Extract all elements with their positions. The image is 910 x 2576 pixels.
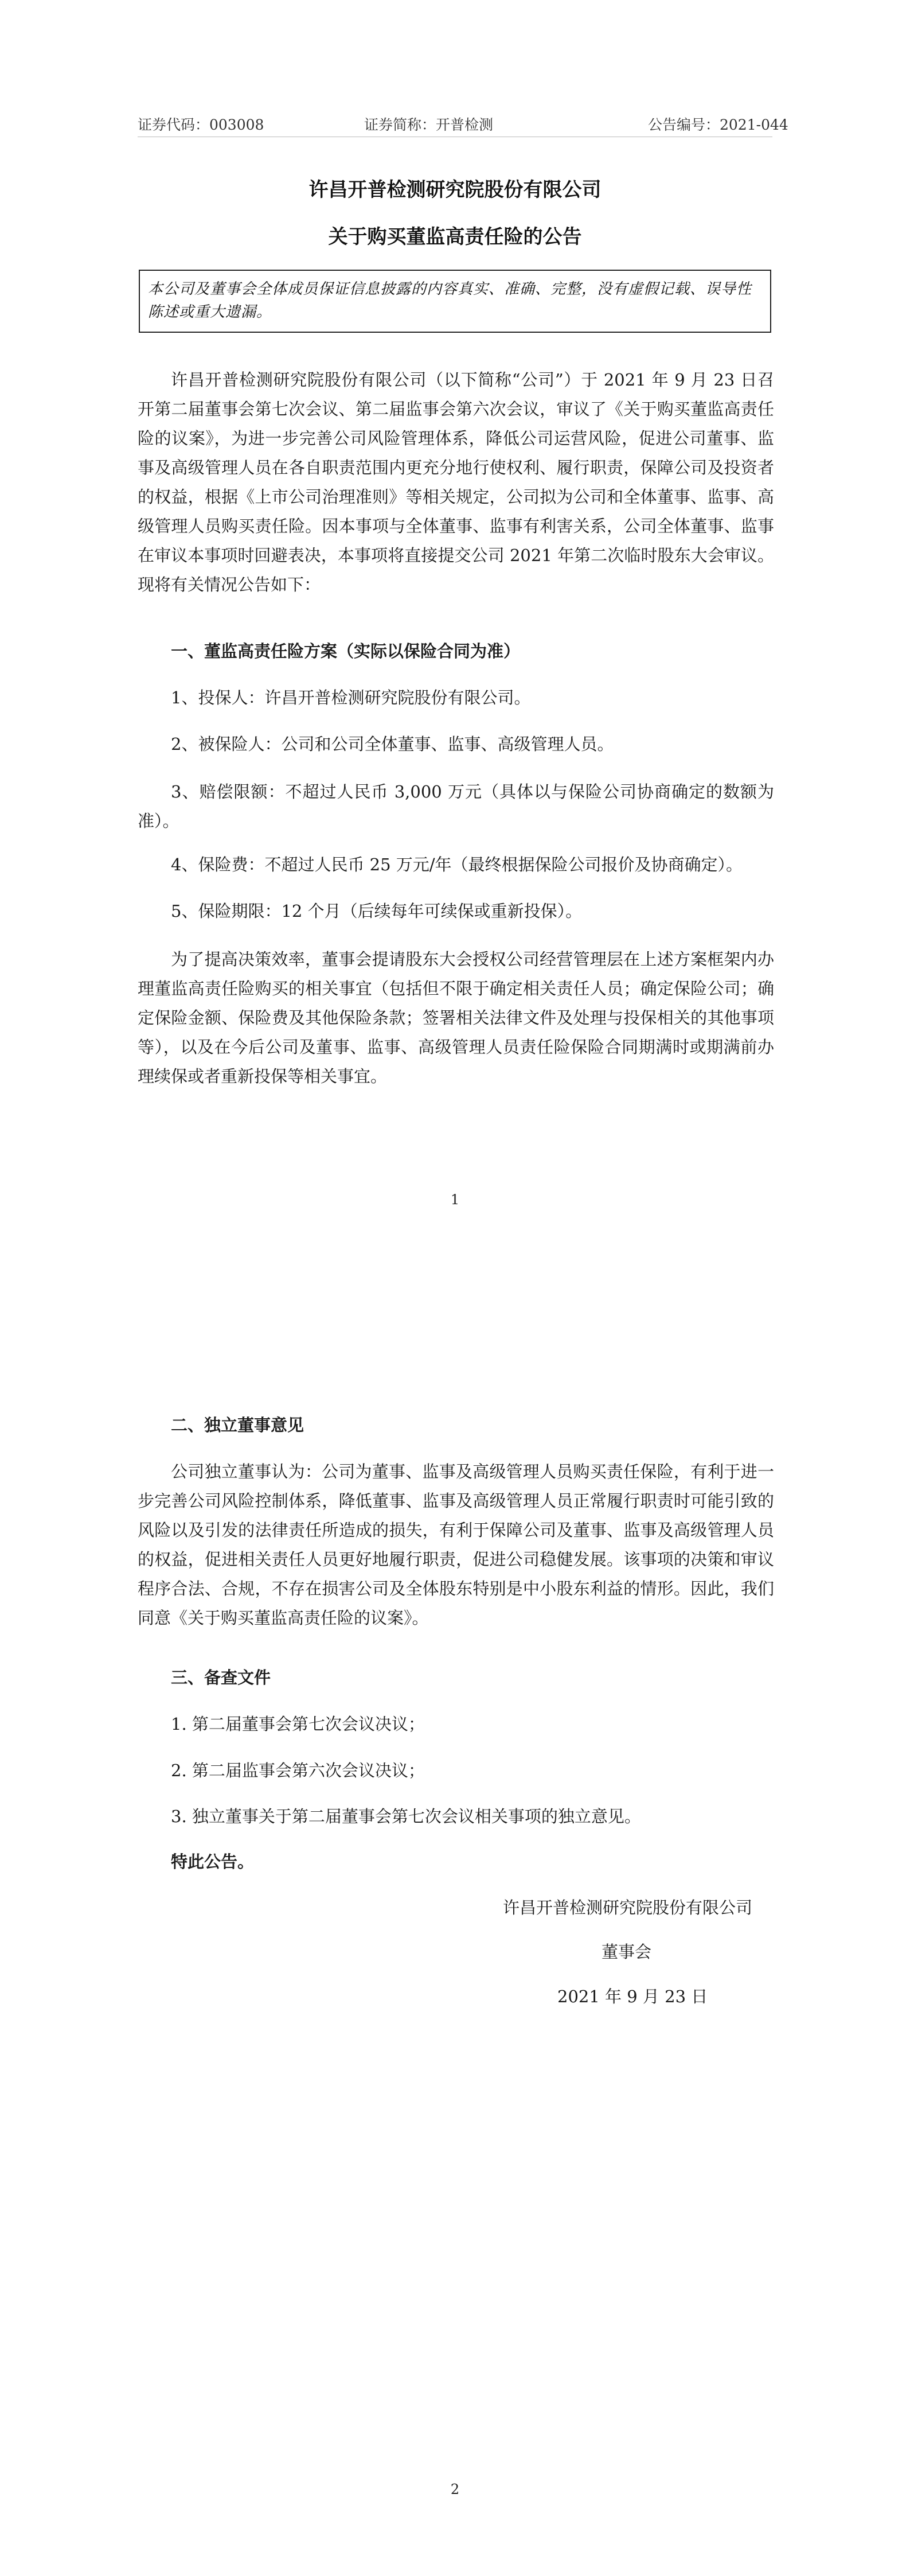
- list-item: 2、被保险人：公司和公司全体董事、监事、高级管理人员。: [171, 734, 614, 754]
- section1-heading: 一、董监高责任险方案（实际以保险合同为准）: [171, 641, 521, 661]
- intro-paragraph: 许昌开普检测研究院股份有限公司（以下简称“公司”）于 2021 年 9 月 23 日召开第二届董事会第七次会议、第二届监事会第六次会议，审议了《关于购买董监高责任险的议案》，为进一步完善公司风险管理体系，降低公司运营风险，促进公司董事、监事及高级管理人员在各自职责范围内更充分地行使权利、履行职责，保障公司及投资者的权益，根据《上市公司治理准则》等相关规定，公司拟为公司和全体董事、监事、高级管理人员购买责任险。因本事项与全体董事、监事有利害关系，公司全体董事、监事在审议本事项时回避表决，本事项将直接提交公司 2021 年第二次临时股东大会审议。现将有关情况公告如下：: [138, 370, 774, 594]
- document-header: [138, 114, 788, 137]
- list-item: 1. 第二届董事会第七次会议决议；: [171, 1714, 425, 1734]
- company-title: 许昌开普检测研究院股份有限公司: [308, 178, 602, 201]
- announcement-title: 关于购买董监高责任险的公告: [328, 225, 582, 248]
- list-item: 5、保险期限：12 个月（后续每年可续保或重新投保）。: [171, 901, 583, 921]
- section3-heading: 三、备查文件: [171, 1668, 271, 1687]
- stock-code: 证券代码：003008: [138, 116, 264, 133]
- signature-date: 2021 年 9 月 23 日: [557, 1987, 708, 2006]
- stock-short-name: 证券简称：开普检测: [364, 116, 494, 133]
- list-item: 4、保险费：不超过人民币 25 万元/年（最终根据保险公司报价及协商确定）。: [171, 855, 743, 874]
- list-item: 2. 第二届监事会第六次会议决议；: [171, 1761, 425, 1780]
- list-item: 1、投保人：许昌开普检测研究院股份有限公司。: [171, 688, 531, 707]
- signature-board: 董事会: [602, 1942, 652, 1962]
- section2-heading: 二、独立董事意见: [171, 1415, 304, 1435]
- announcement-number: 公告编号：2021-044: [648, 116, 788, 133]
- document-page-2: [0, 1288, 910, 2576]
- signature-company: 许昌开普检测研究院股份有限公司: [503, 1898, 753, 1917]
- authorization-paragraph: 为了提高决策效率，董事会提请股东大会授权公司经营管理层在上述方案框架内办理董监高责任险购买的相关事宜（包括但不限于确定相关责任人员；确定保险公司；确定保险金额、保险费及其他保险条款；签署相关法律文件及处理与投保相关的其他事项等），以及在今后公司及董事、监事、高级管理人员责任险保险合同期满时或期满前办理续保或者重新投保等相关事宜。: [138, 950, 774, 1086]
- closing-text: 特此公告。: [171, 1852, 255, 1871]
- list-item: 3. 独立董事关于第二届董事会第七次会议相关事项的独立意见。: [171, 1807, 641, 1826]
- page-number: 1: [450, 1192, 460, 1208]
- independent-director-opinion: 公司独立董事认为：公司为董事、监事及高级管理人员购买责任保险，有利于进一步完善公司风险控制体系，降低董事、监事及高级管理人员正常履行职责时可能引致的风险以及引发的法律责任所造成的损失，有利于保障公司及董事、监事及高级管理人员的权益，促进相关责任人员更好地履行职责，促进公司稳健发展。该事项的决策和审议程序合法、合规，不存在损害公司及全体股东特别是中小股东利益的情形。因此，我们同意《关于购买董监高责任险的议案》。: [138, 1462, 774, 1628]
- page-number: 2: [450, 2481, 460, 2497]
- list-item: 3、赔偿限额：不超过人民币 3,000 万元（具体以与保险公司协商确定的数额为准）。: [138, 782, 774, 831]
- disclosure-notice-box: 本公司及董事会全体成员保证信息披露的内容真实、准确、完整，没有虚假记载、误导性陈述或重大遗漏。: [139, 270, 771, 333]
